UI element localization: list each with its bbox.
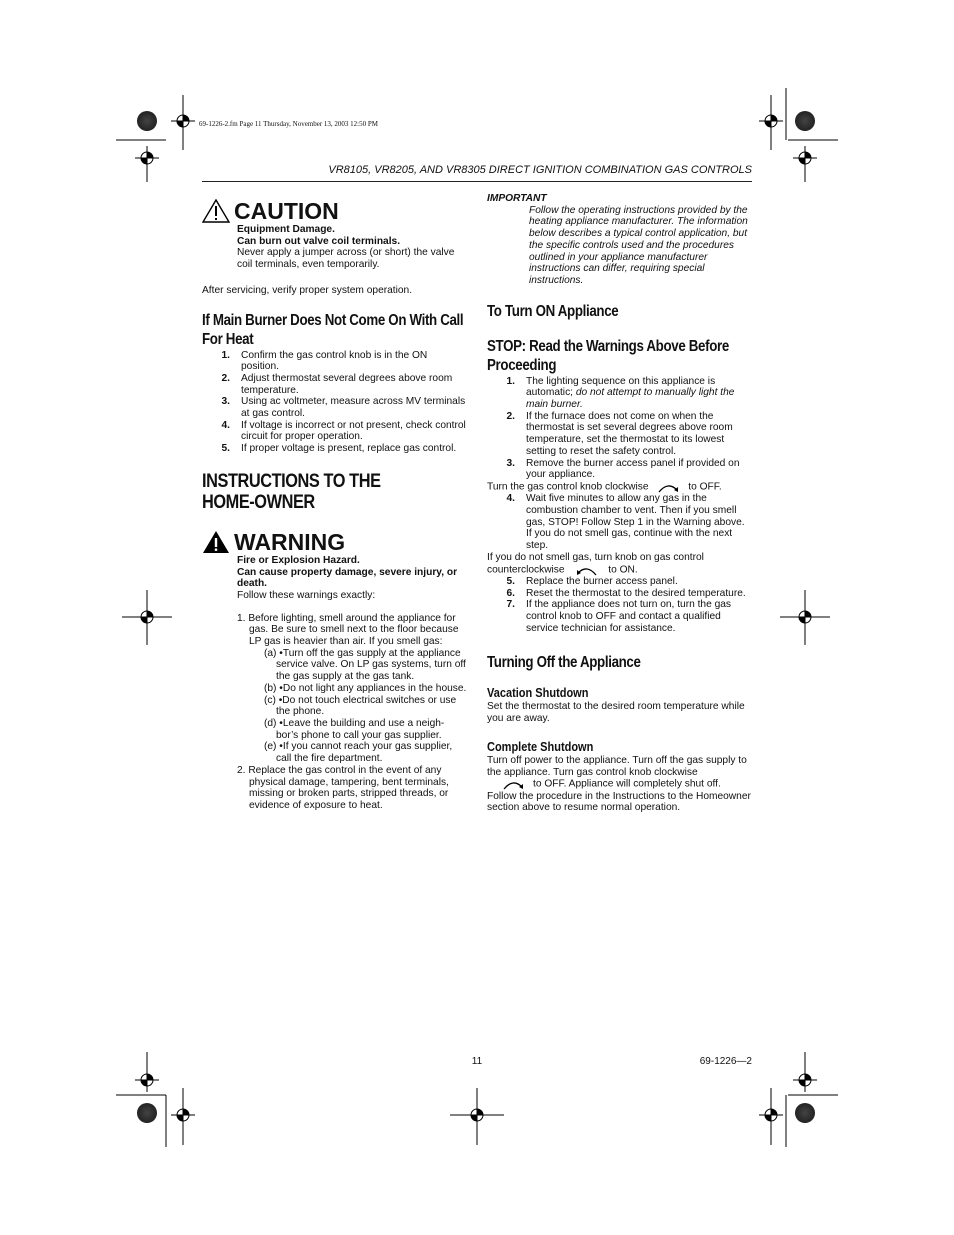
right-column <box>487 193 752 814</box>
important-text: Follow the operating instructions provided by the heating appliance manufacturer. The information below describes a typical control application, but the specific controls used and the procedures outlined in your appliance manufacturer instructions can differ, requiring special instructions. <box>529 204 748 286</box>
complete-text: Turn off power to the appliance. Turn off the gas supply to the appliance. Turn gas control knob clockwise to OFF. Appliance will completely shut off. Follow the procedure in the Instructions to the Homeowner section above to resume normal operation. <box>487 754 751 814</box>
caution-title: CAUTION <box>234 198 339 224</box>
turn-on-steps-c <box>487 576 752 635</box>
list-item: 6. Reset the thermostat to the desired temperature. <box>506 587 746 599</box>
caution-consequence: Can burn out valve coil terminals. <box>237 235 401 247</box>
list-item: 3. Remove the burner access panel if provided on your appliance. <box>506 457 740 481</box>
caution-text: Never apply a jumper across (or short) the valve coil terminals, even temporarily. <box>237 247 455 271</box>
list-item: 5. Replace the burner access panel. <box>506 575 678 587</box>
warning-hazard: Fire or Explosion Hazard. <box>237 554 360 566</box>
stop-heading: STOP: Read the Warnings Above Before Proceeding <box>487 337 729 374</box>
list-item: 7. If the appliance does not turn on, turn the gas control knob to OFF and contact a qualified service technician for assistance. <box>506 599 732 634</box>
homeowner-heading: INSTRUCTIONS TO THE HOME-OWNER <box>202 470 381 513</box>
caution-triangle-icon <box>202 199 230 223</box>
caution-hazard: Equipment Damage. <box>237 224 335 235</box>
clockwise-arrow-icon <box>499 778 527 790</box>
knob-on-instruction: If you do not smell gas, turn knob on gas control counterclockwise to ON. <box>487 551 704 576</box>
list-item: 4. Wait five minutes to allow any gas in the combustion chamber to vent. Then if you smell gas, STOP! Follow Step 1 in the Warning above. If you do not smell gas, continue with the next step. <box>506 493 745 552</box>
list-item: 4. If voltage is incorrect or not present, check control circuit for proper operation. <box>221 419 466 443</box>
warning-title-row <box>202 529 467 555</box>
list-item: 3. Using ac voltmeter, measure across MV terminals at gas control. <box>221 396 466 420</box>
warning-intro: Follow these warnings exactly: <box>237 589 376 601</box>
warning-title: WARNING <box>234 528 346 555</box>
warning-subitem: (e) •If you cannot reach your gas supplier, call the fire department. <box>264 741 453 765</box>
header-rule <box>202 181 752 182</box>
warning-subitem: (c) •Do not touch electrical switches or use the phone. <box>264 694 457 718</box>
turn-off-heading: Turning Off the Appliance <box>487 654 641 672</box>
complete-heading: Complete Shutdown <box>487 739 594 754</box>
turn-on-steps <box>487 376 752 481</box>
main-burner-heading: If Main Burner Does Not Come On With Call For Heat <box>202 311 464 348</box>
counterclockwise-arrow-icon <box>573 564 601 576</box>
left-column <box>202 198 467 812</box>
vacation-text: Set the thermostat to the desired room temperature while you are away. <box>487 701 745 725</box>
list-item: 1. The lighting sequence on this appliance is automatic; do not attempt to manually light the main burner. <box>506 375 735 411</box>
warning-subitem: (d) •Leave the building and use a neigh- bor’s phone to call your gas supplier. <box>264 717 445 741</box>
turn-on-steps-b <box>487 493 752 552</box>
list-item: 2. If the furnace does not come on when the thermostat is set several degrees above room temperature, set the thermostat to its lowest setting to reset the safety control. <box>506 410 733 457</box>
document-number: 69-1226—2 <box>699 1056 752 1067</box>
list-item: 2. Adjust thermostat several degrees above room temperature. <box>221 372 453 396</box>
running-header: VR8105, VR8205, AND VR8305 DIRECT IGNITION COMBINATION GAS CONTROLS <box>328 164 752 176</box>
turn-on-heading: To Turn ON Appliance <box>487 302 619 320</box>
main-burner-steps <box>202 350 467 455</box>
vacation-heading: Vacation Shutdown <box>487 686 589 701</box>
warning-consequence: Can cause property damage, severe injury, or death. <box>237 566 458 590</box>
file-slug: 69-1226-2.fm Page 11 Thursday, November 13, 2003 12:50 PM <box>199 120 378 128</box>
page-number: 11 <box>471 1056 483 1067</box>
clockwise-arrow-icon <box>654 481 682 493</box>
warning-item-2: 2. Replace the gas control in the event of any physical damage, tampering, bent terminals, missing or broken parts, stripped threads, or evidence of exposure to heat. <box>237 764 449 811</box>
warning-subitem: (a) •Turn off the gas supply at the appliance service valve. On LP gas systems, turn off the gas supply at the gas tank. <box>264 647 466 683</box>
after-service-text: After servicing, verify proper system operation. <box>202 284 413 296</box>
important-label: IMPORTANT <box>487 193 547 204</box>
knob-off-instruction: Turn the gas control knob clockwise to OFF. <box>487 481 722 493</box>
caution-title-row <box>202 198 467 224</box>
list-item: 1. Confirm the gas control knob is in the ON position. <box>221 349 428 373</box>
warning-item-1: 1. Before lighting, smell around the appliance for gas. Be sure to smell next to the floor because LP gas is heavier than air. If you smell gas: <box>237 612 459 648</box>
warning-subitem: (b) •Do not light any appliances in the house. <box>264 682 467 694</box>
list-item: 5. If proper voltage is present, replace gas control. <box>221 443 457 455</box>
warning-triangle-icon <box>202 530 230 554</box>
